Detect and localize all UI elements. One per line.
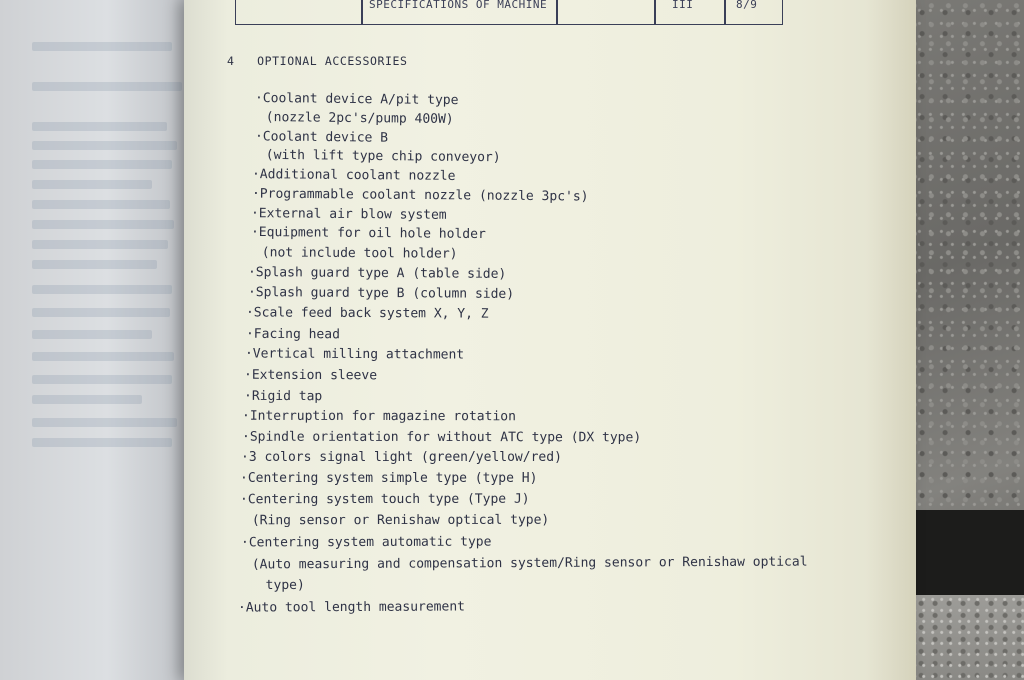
bleed-through-line	[32, 180, 152, 189]
bleed-through-line	[32, 122, 167, 131]
accessory-item: ·Coolant device B	[254, 129, 389, 146]
accessory-item: ·Centering system touch type (Type J)	[239, 491, 530, 508]
table-divider	[654, 0, 656, 24]
bleed-through-line	[32, 160, 172, 169]
accessory-item: (nozzle 2pc's/pump 400W)	[257, 109, 454, 128]
accessory-item: ·Vertical milling attachment	[244, 346, 465, 363]
section-heading	[227, 54, 408, 68]
header-table	[235, 0, 783, 25]
bleed-through-line	[32, 330, 152, 339]
accessory-item: (Ring sensor or Renishaw optical type)	[243, 512, 550, 529]
accessory-item: ·3 colors signal light (green/yellow/red)	[241, 450, 562, 465]
accessory-item: (Auto measuring and compensation system/Ring sensor or Renishaw optical	[243, 554, 808, 573]
table-section-cell: III	[672, 0, 694, 11]
bleed-through-line	[32, 240, 168, 249]
table-divider	[361, 0, 363, 24]
facing-page	[0, 0, 195, 680]
accessory-item: ·Centering system simple type (type H)	[240, 471, 538, 486]
accessory-item: ·Centering system automatic type	[240, 534, 492, 551]
accessory-item: ·Splash guard type B (column side)	[247, 285, 515, 302]
bleed-through-line	[32, 308, 170, 317]
bleed-through-line	[32, 395, 142, 404]
accessory-item: ·Spindle orientation for without ATC type (DX type)	[241, 429, 642, 446]
bleed-through-line	[32, 352, 174, 361]
bleed-through-line	[32, 285, 172, 294]
shadow-gap	[905, 510, 1024, 595]
stone-surface-lower	[912, 595, 1024, 680]
bleed-through-line	[32, 220, 174, 229]
page-edge-shadow	[866, 0, 916, 680]
accessory-item: ·Additional coolant nozzle	[251, 167, 456, 184]
accessory-item: ·Programmable coolant nozzle (nozzle 3pc's)	[251, 186, 589, 205]
section-number: 4	[227, 54, 235, 68]
table-divider	[556, 0, 558, 24]
bleed-through-line	[32, 141, 177, 150]
table-title-cell: SPECIFICATIONS OF MACHINE	[369, 0, 548, 11]
accessory-item: (with lift type chip conveyor)	[257, 147, 501, 166]
bleed-through-line	[32, 438, 172, 447]
bleed-through-line	[32, 260, 157, 269]
accessory-item: ·Extension sleeve	[243, 367, 378, 384]
bleed-through-line	[32, 418, 177, 427]
accessory-item: ·Interruption for magazine rotation	[241, 408, 516, 425]
accessory-item: ·Rigid tap	[243, 388, 323, 405]
accessory-item: ·Coolant device A/pit type	[254, 90, 459, 109]
table-divider	[724, 0, 726, 24]
bleed-through-line	[32, 200, 170, 209]
bleed-through-line	[32, 375, 172, 384]
accessory-item: type)	[249, 577, 305, 594]
accessory-item: (not include tool holder)	[253, 245, 458, 262]
bleed-through-line	[32, 42, 172, 51]
accessory-item: ·Auto tool length measurement	[237, 599, 466, 616]
bleed-through-line	[32, 82, 182, 91]
accessory-item: ·Splash guard type A (table side)	[247, 265, 507, 282]
accessory-item: ·Facing head	[245, 326, 340, 343]
section-title: OPTIONAL ACCESSORIES	[257, 54, 408, 68]
table-page-cell: 8/9	[736, 0, 758, 11]
accessory-item: ·Equipment for oil hole holder	[250, 224, 486, 243]
accessory-item: ·Scale feed back system X, Y, Z	[245, 305, 489, 322]
accessory-item: ·External air blow system	[250, 206, 447, 223]
